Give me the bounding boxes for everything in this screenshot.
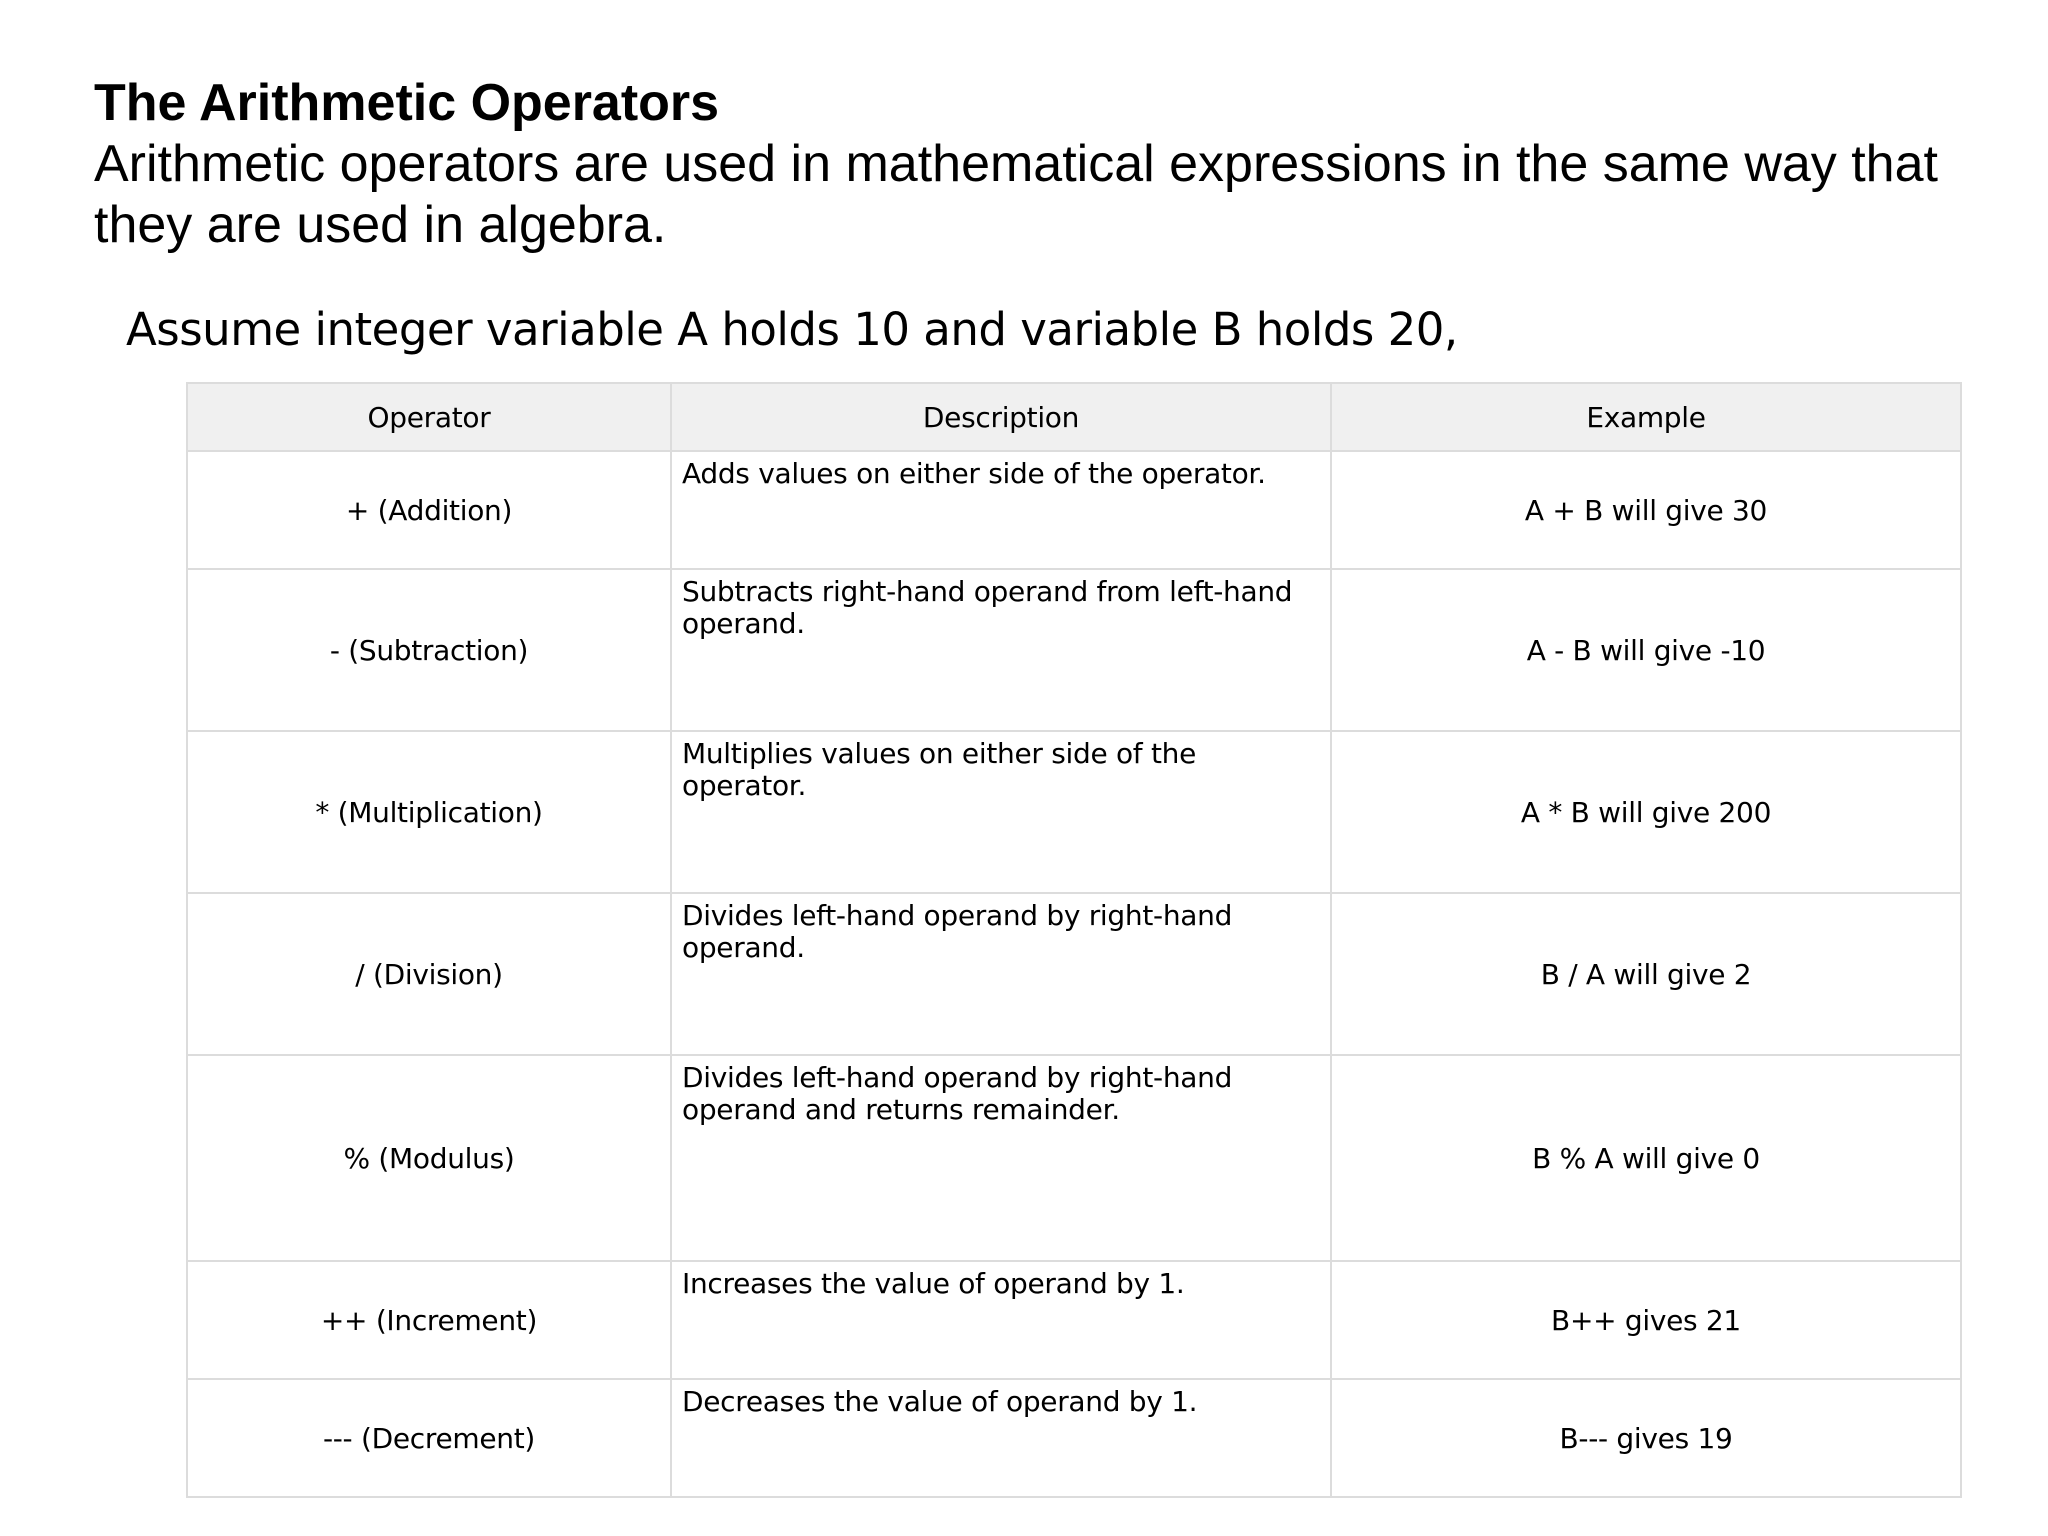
example-cell: B--- gives 19 [1331,1379,1961,1497]
operator-cell: % (Modulus) [187,1055,671,1261]
assumption-text: Assume integer variable A holds 10 and variable B holds 20, [126,303,1458,356]
table-row [187,731,1961,893]
table-header-row [187,383,1961,451]
table-row [187,1055,1961,1261]
example-cell: B++ gives 21 [1331,1261,1961,1379]
operator-cell: * (Multiplication) [187,731,671,893]
example-cell: B / A will give 2 [1331,893,1961,1055]
header-example: Example [1331,383,1961,451]
header-description: Description [671,383,1331,451]
table-row [187,1261,1961,1379]
table-row [187,569,1961,731]
table-row [187,451,1961,569]
table-row [187,893,1961,1055]
description-cell: Increases the value of operand by 1. [671,1261,1331,1379]
operator-cell: / (Division) [187,893,671,1055]
example-cell: B % A will give 0 [1331,1055,1961,1261]
description-cell: Divides left-hand operand by right-hand operand. [671,893,1331,1055]
slide-title: The Arithmetic Operators [94,74,720,132]
header-operator: Operator [187,383,671,451]
operators-table [186,382,1962,1498]
operator-cell: - (Subtraction) [187,569,671,731]
description-cell: Decreases the value of operand by 1. [671,1379,1331,1497]
description-cell: Divides left-hand operand by right-hand operand and returns remainder. [671,1055,1331,1261]
example-cell: A + B will give 30 [1331,451,1961,569]
table-row [187,1379,1961,1497]
example-cell: A * B will give 200 [1331,731,1961,893]
operator-cell: + (Addition) [187,451,671,569]
operator-cell: ++ (Increment) [187,1261,671,1379]
example-cell: A - B will give -10 [1331,569,1961,731]
description-cell: Multiplies values on either side of the operator. [671,731,1331,893]
description-cell: Adds values on either side of the operator. [671,451,1331,569]
operator-cell: --- (Decrement) [187,1379,671,1497]
description-cell: Subtracts right-hand operand from left-hand operand. [671,569,1331,731]
intro-paragraph: Arithmetic operators are used in mathematical expressions in the same way that they are used in algebra. [94,135,1938,254]
